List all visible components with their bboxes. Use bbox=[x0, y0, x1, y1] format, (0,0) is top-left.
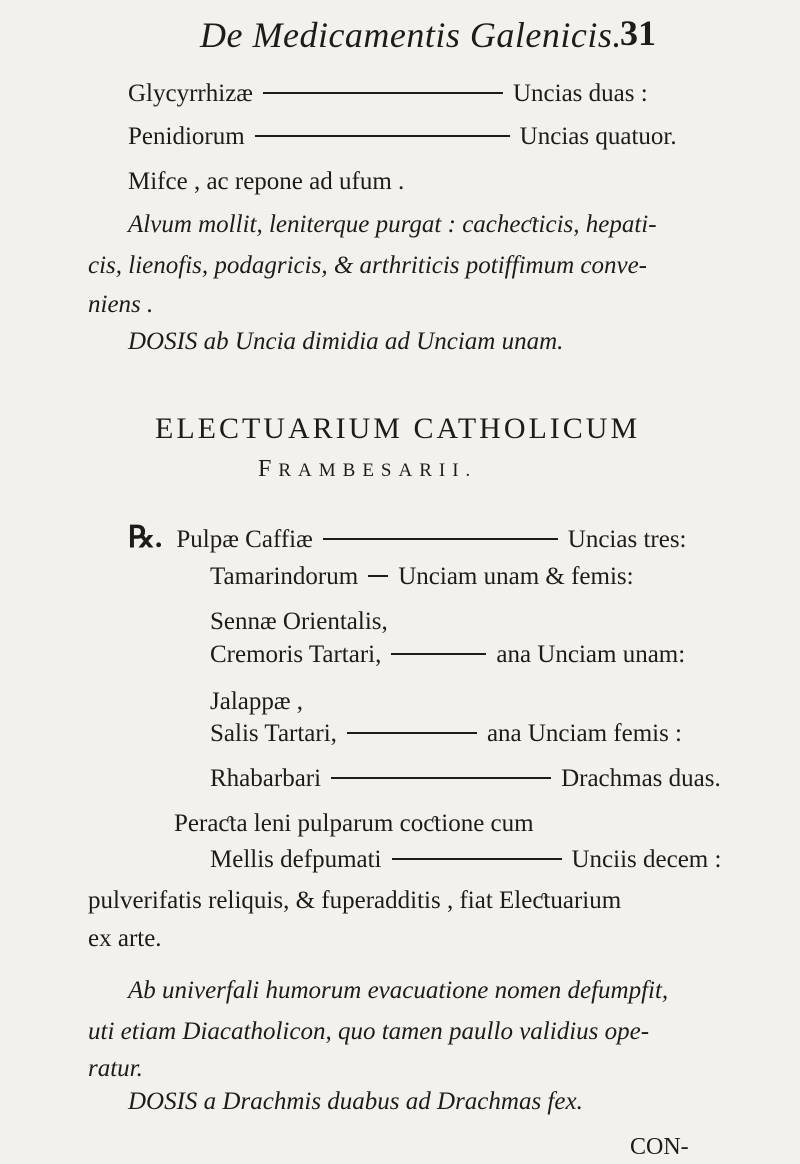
ingredient-amount: ana Unciam femis : bbox=[486, 720, 683, 747]
recipe-line-tamarindorum bbox=[210, 563, 634, 591]
ingredient-name: Tamarindorum bbox=[210, 563, 359, 590]
ingredient-name: Cremoris Tartari, bbox=[210, 641, 382, 668]
ingredient-amount: Uncias duas : bbox=[512, 80, 648, 107]
preparation-line: ex arte. bbox=[88, 925, 162, 952]
author-rest: RAMBESARII. bbox=[278, 460, 478, 481]
dash-leader bbox=[323, 538, 558, 540]
ingredient-amount: ana Unciam unam: bbox=[496, 641, 686, 668]
usage-text-line: cis, lienofis, podagricis, & arthriticis potiffimum conve- bbox=[88, 252, 647, 279]
usage-text-line: Alvum mollit, leniterque purgat : cacheƈticis, hepati- bbox=[128, 211, 657, 238]
dash-leader bbox=[255, 135, 510, 137]
running-header: De Medicamentis Galenicis. bbox=[200, 15, 622, 55]
ingredient-name: Mellis defpumati bbox=[210, 846, 382, 873]
ingredient-amount: Drachmas duas. bbox=[561, 765, 721, 792]
ingredient-name: Penidiorum bbox=[128, 123, 245, 150]
recipe-line-glycyrrhizae bbox=[128, 80, 648, 108]
recipe-line-salis bbox=[210, 720, 682, 748]
recipe-line-jalappae: Jalappæ , bbox=[210, 688, 304, 715]
page-number: 31 bbox=[620, 13, 656, 53]
section-author bbox=[258, 456, 477, 483]
ingredient-name: Pulpæ Caffiæ bbox=[176, 526, 313, 553]
dash-leader bbox=[368, 575, 388, 577]
dash-leader bbox=[263, 92, 503, 94]
recipe-line-mellis bbox=[210, 846, 721, 874]
recipe-line-penidiorum bbox=[128, 123, 677, 151]
recipe-line-sennae: Sennæ Orientalis, bbox=[210, 608, 388, 635]
dash-leader bbox=[331, 777, 551, 779]
dosis-line: DOSIS ab Uncia dimidia ad Unciam unam. bbox=[128, 328, 564, 355]
recipe-line-cremoris bbox=[210, 641, 685, 669]
author-initial: F bbox=[258, 456, 279, 482]
catchword: CON- bbox=[630, 1134, 689, 1160]
dash-leader bbox=[392, 858, 562, 860]
usage-text-line: Ab univerfali humorum evacuatione nomen defumpfit, bbox=[128, 977, 669, 1004]
dash-leader bbox=[347, 732, 477, 734]
preparation-line: Peraƈta leni pulparum coƈtione cum bbox=[174, 810, 534, 837]
recipe-line-rhabarbari bbox=[210, 765, 721, 793]
misce-instruction: Mifce , ac repone ad ufum . bbox=[128, 168, 405, 195]
recipe-line-pulpae bbox=[128, 520, 687, 555]
ingredient-amount: Unciis decem : bbox=[571, 846, 722, 873]
ingredient-name: Salis Tartari, bbox=[210, 720, 337, 747]
usage-text-line: ratur. bbox=[88, 1055, 143, 1082]
recipe-symbol: ℞. bbox=[128, 521, 163, 554]
usage-text-line: uti etiam Diacatholicon, quo tamen paullo validius ope- bbox=[88, 1018, 650, 1045]
dosis-line: DOSIS a Drachmis duabus ad Drachmas fex. bbox=[128, 1088, 583, 1115]
ingredient-amount: Uncias quatuor. bbox=[519, 123, 677, 150]
usage-text-line: niens . bbox=[88, 291, 154, 318]
preparation-line: pulverifatis reliquis, & fuperadditis , fiat Eleƈtuarium bbox=[88, 887, 622, 914]
ingredient-name: Rhabarbari bbox=[210, 765, 322, 792]
section-title: ELECTUARIUM CATHOLICUM bbox=[155, 412, 641, 445]
ingredient-amount: Uncias tres: bbox=[567, 526, 687, 553]
ingredient-amount: Unciam unam & femis: bbox=[398, 563, 634, 590]
ingredient-name: Glycyrrhizæ bbox=[128, 80, 253, 107]
dash-leader bbox=[391, 653, 486, 655]
